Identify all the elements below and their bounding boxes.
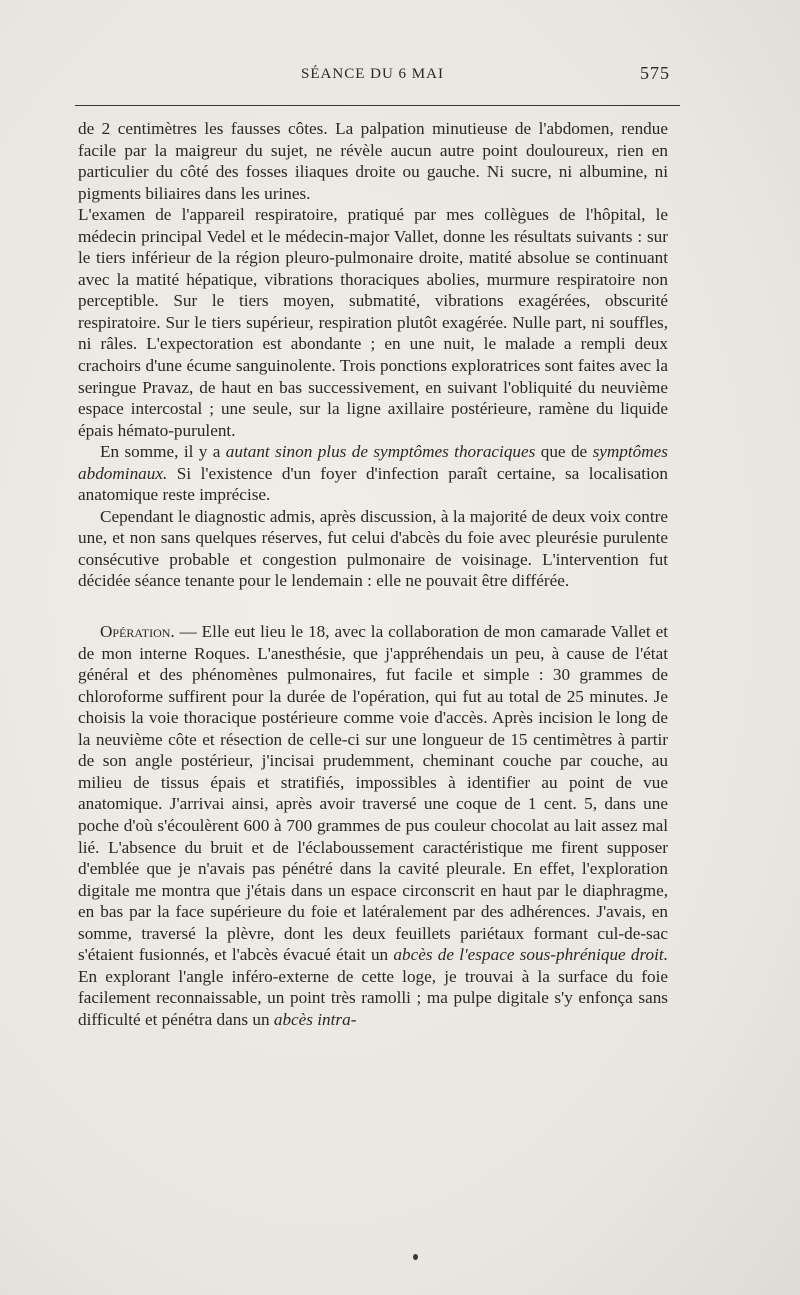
paragraph-3-start: En somme, il y a (100, 442, 226, 462)
paragraph-2: L'examen de l'appareil respiratoire, pratiqué par mes collègues de l'hôpital, le médecin principal Vedel et le médecin-major Vallet, donne les résultats suivants : sur le tiers inférieur de la région pleuro-pulmonaire droite, matité absolue se continuant avec la matité hépatique, vibrations thoraciques abolies, murmure respiratoire non perceptible. Sur le tiers moyen, submatité, vibrations exagérées, obscurité respiratoire. Sur le tiers supérieur, respiration plutôt exagérée. Nulle part, ni souffles, ni râles. L'expectoration est abondante ; en une nuit, le malade a rempli deux crachoirs d'une écume sanguinolente. Trois ponctions exploratrices sont faites avec la seringue Pravaz, de haut en bas successivement, en suivant l'obliquité du neuvième espace intercostal ; une seule, sur la ligne axillaire postérieure, ramène du liquide épais hémato-purulent. (78, 205, 668, 440)
paragraph-3-mid: que de (535, 442, 593, 462)
running-header (75, 63, 670, 90)
operation-text-b: En explorant l'angle inféro-externe de cette loge, je trouvai à la surface du foie facilement reconnaissable, un point très ramolli ; ma pulpe digitale s'y enfonça sans difficulté et pénétra dans un (78, 966, 668, 1029)
paragraph-4: Cependant le diagnostic admis, après discussion, à la majorité de deux voix contre une, et non sans quelques réserves, fut celui d'abcès du foie avec pleurésie purulente consécutive probable et congestion pulmonaire de voisinage. L'intervention fut décidée séance tenante pour le lendemain : elle ne pouvait être différée. (78, 506, 668, 591)
body-text (78, 118, 668, 1030)
operation-text-a: — Elle eut lieu le 18, avec la collaboration de mon camarade Vallet et de mon interne Roques. L'anesthésie, que j'appréhendais un peu, à cause de l'état général et des phénomènes pulmonaires, fut facile et simple : 30 grammes de chloroforme suffirent pour la durée de l'opération, qui fut au total de 25 minutes. Je choisis la voie thoracique postérieure comme voie d'accès. Après incision le long de la neuvième côte et résection de celle-ci sur une longueur de 15 centimètres à partir de son angle postérieur, j'incisai prudemment, cheminant couche par couche, au milieu de tissus épais et stratifiés, impossibles à identifier au point de vue anatomique. J'arrivai ainsi, après avoir traversé une coque de 1 cent. 5, dans une poche d'où s'écoulèrent 600 à 700 grammes de pus couleur chocolat au lait assez mal lié. L'absence du bruit et de l'éclaboussement caractéristique me firent supposer d'emblée que je n'avais pas pénétré dans la cavité pleurale. En effet, l'exploration digitale me montra que j'étais dans un espace circonscrit en haut par le diaphragme, en bas par la face supérieure du foie et latéralement par des adhérences. J'avais, en somme, traversé la plèvre, dont les deux feuillets pariétaux formant cul-de-sac s'étaient fusionnés, et l'abcès évacué était un (78, 622, 668, 965)
paragraph-3 (78, 441, 668, 506)
paragraph-3-end: Si l'existence d'un foyer d'infection paraît certaine, sa localisation anatomique reste imprécise. (78, 463, 668, 505)
paragraph-3-emphasis-2: symptômes abdominaux. (78, 442, 668, 483)
page-number: 575 (640, 63, 670, 83)
paragraph-3-emphasis-1: autant sinon plus de symptômes thoraciques (225, 442, 536, 462)
ink-speck (413, 1254, 418, 1260)
paragraph-operation (78, 621, 668, 1030)
section-heading: Opération. (100, 622, 175, 642)
operation-emphasis-1: abcès de l'espace sous-phrénique droit. (393, 945, 668, 965)
operation-emphasis-2: abcès intra- (273, 1009, 357, 1029)
header-rule (75, 105, 680, 106)
running-title: SÉANCE DU 6 MAI (301, 66, 444, 82)
paragraph-1: de 2 centimètres les fausses côtes. La palpation minutieuse de l'abdomen, rendue facile par la maigreur du sujet, ne révèle aucun autre point douloureux, rien en particulier du côté des fosses iliaques droite ou gauche. Ni sucre, ni albumine, ni pigments biliaires dans les urines. (78, 119, 668, 203)
